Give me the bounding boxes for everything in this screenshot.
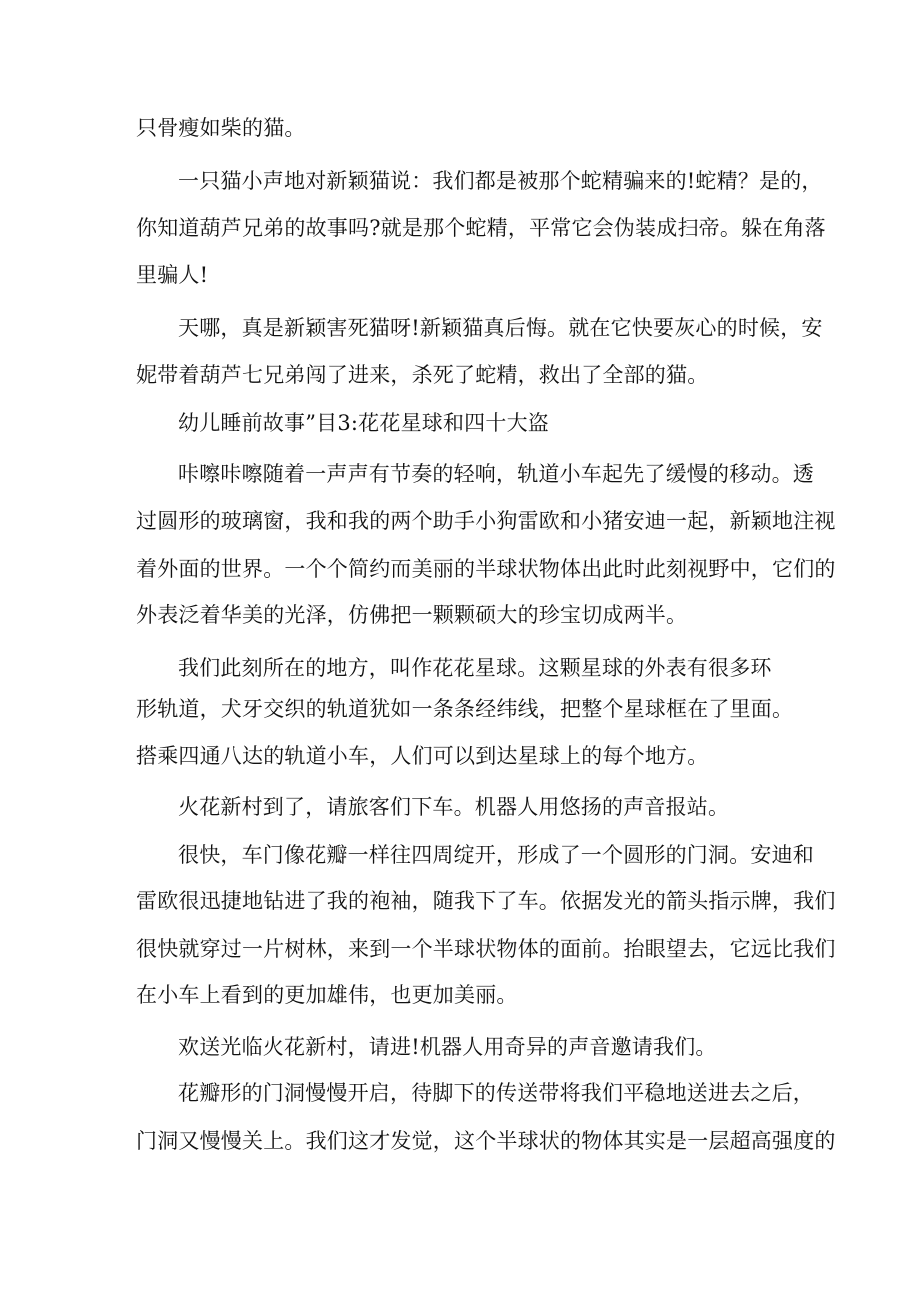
- text-line: 雷欧很迅捷地钻进了我的袍袖，随我下了车。依据发光的箭头指示牌，我们: [136, 889, 836, 913]
- section-heading: 幼儿睡前故事”目3:花花星球和四十大盗: [178, 411, 549, 435]
- text-line: 很快就穿过一片树林，来到一个半球状物体的面前。抬眼望去，它远比我们: [136, 937, 836, 961]
- text-line: 外表泛着华美的光泽，仿佛把一颗颗硕大的珍宝切成两半。: [136, 603, 688, 627]
- text-line: 妮带着葫芦七兄弟闯了进来，杀死了蛇精，救出了全部的猫。: [136, 363, 709, 387]
- text-line: 你知道葫芦兄弟的故事吗?就是那个蛇精，平常它会伪装成扫帝。躲在角落: [136, 216, 826, 240]
- text-line: 天哪，真是新颖害死猫呀!新颖猫真后悔。就在它快要灰心的时候，安: [178, 316, 823, 340]
- text-line: 咔嚓咔嚓随着一声声有节奏的轻响，轨道小车起先了缓慢的移动。透: [178, 462, 814, 486]
- text-line: 欢送光临火花新村，请进!机器人用奇异的声音邀请我们。: [178, 1035, 717, 1059]
- text-line: 在小车上看到的更加雄伟，也更加美丽。: [136, 983, 518, 1007]
- text-line: 着外面的世界。一个个简约而美丽的半球状物体出此时此刻视野中，它们的: [136, 557, 836, 581]
- text-line: 里骗人!: [136, 263, 209, 287]
- text-line: 门洞又慢慢关上。我们这才发觉，这个半球状的物体其实是一层超高强度的: [136, 1129, 836, 1153]
- text-line: 火花新村到了，请旅客们下车。机器人用悠扬的声音报站。: [178, 795, 730, 819]
- text-line: 过圆形的玻璃窗，我和我的两个助手小狗雷欧和小猪安迪一起，新颖地注视: [136, 509, 836, 533]
- text-line: 花瓣形的门洞慢慢开启，待脚下的传送带将我们平稳地送进去之后，: [178, 1081, 814, 1105]
- text-line: 搭乘四通八达的轨道小车，人们可以到达星球上的每个地方。: [136, 744, 709, 768]
- text-line: 一只猫小声地对新颖猫说：我们都是被那个蛇精骗来的!蛇精？是的，: [178, 169, 823, 193]
- text-line: 只骨瘦如柴的猫。: [136, 116, 306, 140]
- text-line: 很快，车门像花瓣一样往四周绽开，形成了一个圆形的门洞。安迪和: [178, 843, 814, 867]
- text-line: 我们此刻所在的地方，叫作花花星球。这颗星球的外表有很多环: [178, 656, 772, 680]
- text-line: 形轨道，犬牙交织的轨道犹如一条条经纬线，把整个星球框在了里面。: [136, 697, 794, 721]
